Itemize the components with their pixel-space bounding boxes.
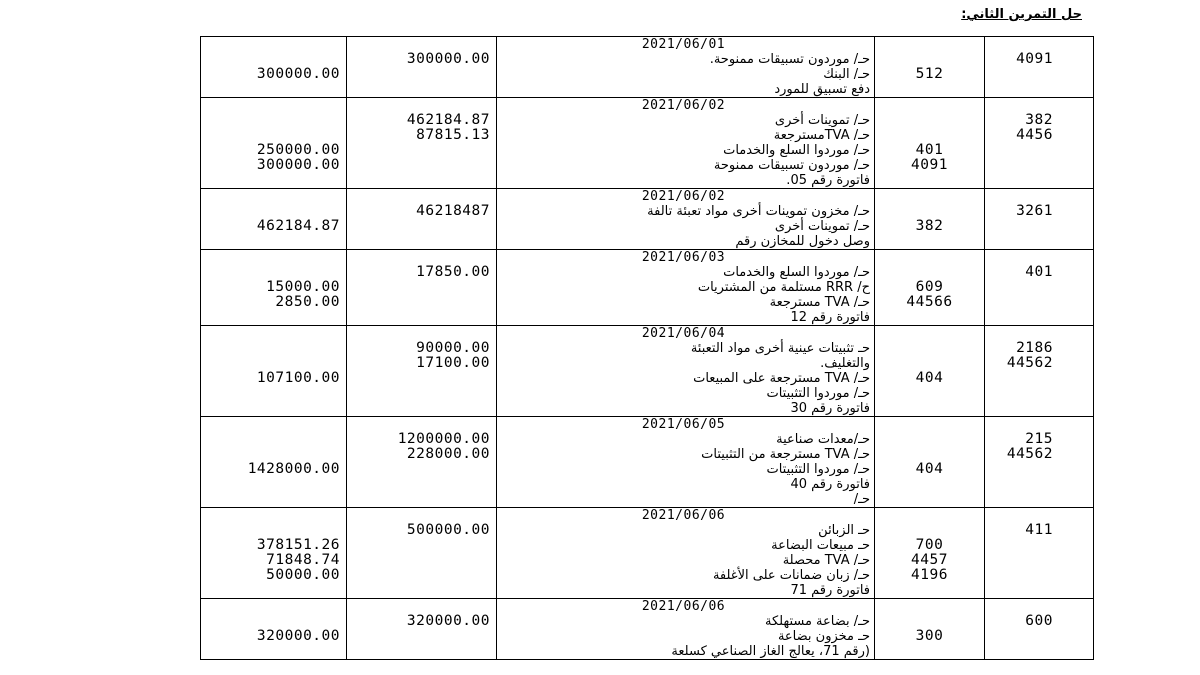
debit-amount: 46218487 <box>416 203 490 219</box>
credit-amount-cell <box>201 98 347 189</box>
debit-amount: 87815.13 <box>416 127 490 143</box>
entry-line: حـ/ TVA مسترجعة <box>769 295 870 310</box>
credit-account-cell <box>875 98 985 189</box>
entry-date: 2021/06/06 <box>641 599 726 614</box>
entry-description-cell <box>497 250 875 326</box>
journal-entry-row <box>201 508 1094 599</box>
credit-account <box>875 128 984 143</box>
credit-account: 300 <box>915 628 944 644</box>
credit-account <box>875 265 984 280</box>
spacer <box>875 189 984 204</box>
credit-amount: 107100.00 <box>256 370 340 386</box>
entry-line: حـ/ <box>853 492 870 507</box>
debit-account: 44562 <box>1006 446 1053 462</box>
spacer <box>201 417 340 432</box>
spacer <box>347 37 490 52</box>
credit-amount <box>201 356 340 371</box>
credit-account: 609 <box>915 279 944 295</box>
credit-account <box>875 52 984 67</box>
spacer <box>347 599 490 614</box>
credit-amount <box>201 204 340 219</box>
debit-account: 411 <box>1025 522 1053 538</box>
debit-account-cell <box>985 508 1094 599</box>
debit-account: 382 <box>1025 112 1053 128</box>
entry-line: حـ/ TVA محصلة <box>782 553 870 568</box>
credit-amount <box>201 614 340 629</box>
spacer <box>875 98 984 113</box>
entry-line: حـ/ تموينات أخرى <box>774 113 870 128</box>
credit-account <box>875 204 984 219</box>
debit-amount: 228000.00 <box>406 446 490 462</box>
entry-line: حـ/ موردوا السلع والخدمات <box>723 143 870 158</box>
debit-account-cell <box>985 189 1094 250</box>
debit-account: 401 <box>1025 264 1053 280</box>
credit-account <box>875 341 984 356</box>
credit-amount-cell <box>201 37 347 98</box>
debit-account-cell <box>985 599 1094 660</box>
spacer <box>347 189 490 204</box>
journal-entry-row <box>201 417 1094 508</box>
entry-line: حـ/ زبان ضمانات على الأغلفة <box>712 568 870 583</box>
credit-account <box>875 447 984 462</box>
debit-amount-cell <box>347 189 497 250</box>
entry-line: حـ/ تموينات أخرى <box>774 219 870 234</box>
debit-account: 44562 <box>1006 355 1053 371</box>
entry-line: حـ تثبيتات عينية أخرى مواد التعبئة <box>690 341 870 356</box>
credit-account-cell <box>875 189 985 250</box>
credit-amount: 462184.87 <box>256 218 340 234</box>
debit-amount: 17100.00 <box>416 355 490 371</box>
debit-amount-cell <box>347 508 497 599</box>
entry-line: حـ/ موردون تسبيقات ممنوحة <box>713 158 870 173</box>
spacer <box>985 98 1053 113</box>
credit-amount: 320000.00 <box>256 628 340 644</box>
journal-entry-row <box>201 250 1094 326</box>
credit-account <box>875 432 984 447</box>
entry-date: 2021/06/04 <box>641 326 726 341</box>
spacer <box>347 250 490 265</box>
credit-account: 44566 <box>906 294 953 310</box>
entry-description-cell <box>497 189 875 250</box>
debit-account: 4456 <box>1016 127 1053 143</box>
entry-line: حـ الزبائن <box>818 523 870 538</box>
entry-line: حـ/ TVAمسترجعة <box>773 128 870 143</box>
credit-amount-cell <box>201 417 347 508</box>
entry-description-cell <box>497 326 875 417</box>
entry-line: فاتورة رقم 05. <box>786 173 870 188</box>
entry-line: حـ/ موردوا التثبيتات <box>766 386 870 401</box>
credit-account <box>875 523 984 538</box>
spacer <box>985 417 1053 432</box>
credit-amount <box>201 52 340 67</box>
debit-amount: 462184.87 <box>406 112 490 128</box>
credit-amount-cell <box>201 250 347 326</box>
credit-account-cell <box>875 326 985 417</box>
spacer <box>201 508 340 523</box>
spacer <box>985 599 1053 614</box>
credit-amount-cell <box>201 508 347 599</box>
credit-account: 401 <box>915 142 944 158</box>
debit-account-cell <box>985 37 1094 98</box>
credit-amount <box>201 128 340 143</box>
spacer <box>985 326 1053 341</box>
credit-account <box>875 614 984 629</box>
entry-date: 2021/06/02 <box>641 98 726 113</box>
journal-entry-row <box>201 326 1094 417</box>
credit-account-cell <box>875 508 985 599</box>
credit-account: 404 <box>915 461 944 477</box>
credit-account: 700 <box>915 537 944 553</box>
journal-entry-row <box>201 37 1094 98</box>
entry-line: حـ/معدات صناعية <box>776 432 870 447</box>
debit-account: 2186 <box>1016 340 1053 356</box>
entry-line: فاتورة رقم 12 <box>790 310 870 325</box>
spacer <box>201 189 340 204</box>
entry-line: وصل دخول للمخازن رقم <box>735 234 870 249</box>
spacer <box>201 250 340 265</box>
credit-amount: 2850.00 <box>275 294 340 310</box>
debit-account: 3261 <box>1016 203 1053 219</box>
spacer <box>985 189 1053 204</box>
spacer <box>985 508 1053 523</box>
spacer <box>201 37 340 52</box>
debit-amount: 500000.00 <box>406 522 490 538</box>
entry-date: 2021/06/01 <box>641 37 726 52</box>
entry-date: 2021/06/02 <box>641 189 726 204</box>
entry-line: والتغليف. <box>820 356 870 371</box>
entry-line: فاتورة رقم 71 <box>790 583 870 598</box>
entry-description-cell <box>497 417 875 508</box>
journal-entry-row <box>201 189 1094 250</box>
credit-account: 404 <box>915 370 944 386</box>
journal-entry-row <box>201 98 1094 189</box>
entry-date: 2021/06/06 <box>641 508 726 523</box>
spacer <box>347 417 490 432</box>
credit-amount: 15000.00 <box>266 279 340 295</box>
spacer <box>347 98 490 113</box>
entry-line: دفع تسبيق للمورد <box>774 82 870 97</box>
debit-account: 600 <box>1025 613 1053 629</box>
spacer <box>875 250 984 265</box>
entry-description-cell <box>497 508 875 599</box>
entry-description-cell <box>497 599 875 660</box>
debit-amount-cell <box>347 599 497 660</box>
credit-amount <box>201 113 340 128</box>
debit-amount: 320000.00 <box>406 613 490 629</box>
credit-amount-cell <box>201 599 347 660</box>
debit-account-cell <box>985 250 1094 326</box>
debit-amount-cell <box>347 98 497 189</box>
entry-date: 2021/06/05 <box>641 417 726 432</box>
credit-account: 4091 <box>911 157 948 173</box>
entry-description-cell <box>497 37 875 98</box>
credit-amount <box>201 447 340 462</box>
credit-amount <box>201 432 340 447</box>
spacer <box>875 417 984 432</box>
spacer <box>875 37 984 52</box>
credit-amount <box>201 523 340 538</box>
credit-amount <box>201 341 340 356</box>
spacer <box>201 326 340 341</box>
entry-line: حـ/ البنك <box>823 67 870 82</box>
credit-amount-cell <box>201 189 347 250</box>
journal-entry-row <box>201 599 1094 660</box>
spacer <box>875 326 984 341</box>
spacer <box>201 98 340 113</box>
credit-account: 382 <box>915 218 944 234</box>
entry-line: حـ مخزون بضاعة <box>777 629 870 644</box>
credit-account: 4457 <box>911 552 948 568</box>
entry-line: حـ/ موردوا السلع والخدمات <box>723 265 870 280</box>
credit-account-cell <box>875 417 985 508</box>
debit-amount-cell <box>347 326 497 417</box>
debit-amount-cell <box>347 417 497 508</box>
page-title: حل التمرين الثاني: <box>961 7 1082 22</box>
credit-amount: 1428000.00 <box>247 461 340 477</box>
credit-account: 4196 <box>911 567 948 583</box>
credit-account <box>875 113 984 128</box>
entry-date: 2021/06/03 <box>641 250 726 265</box>
credit-amount: 250000.00 <box>256 142 340 158</box>
spacer <box>347 326 490 341</box>
debit-amount-cell <box>347 250 497 326</box>
entry-line: حـ/ بضاعة مستهلكة <box>765 614 870 629</box>
entry-line: فاتورة رقم 30 <box>790 401 870 416</box>
debit-amount: 17850.00 <box>416 264 490 280</box>
credit-amount <box>201 265 340 280</box>
credit-amount: 300000.00 <box>256 157 340 173</box>
entry-line: حـ/ موردون تسبيقات ممنوحة. <box>709 52 870 67</box>
debit-account-cell <box>985 326 1094 417</box>
debit-account: 4091 <box>1016 51 1053 67</box>
journal-table <box>200 36 1094 660</box>
credit-amount-cell <box>201 326 347 417</box>
credit-amount: 50000.00 <box>266 567 340 583</box>
credit-account: 512 <box>915 66 944 82</box>
entry-line: حـ/ TVA مسترجعة من التثبيتات <box>701 447 870 462</box>
spacer <box>875 599 984 614</box>
spacer <box>201 599 340 614</box>
debit-account: 215 <box>1025 431 1053 447</box>
entry-line: حـ مبيعات البضاعة <box>771 538 870 553</box>
credit-account-cell <box>875 37 985 98</box>
debit-account-cell <box>985 417 1094 508</box>
entry-line: حـ/ TVA مسترجعة على المبيعات <box>693 371 870 386</box>
credit-amount: 300000.00 <box>256 66 340 82</box>
credit-account-cell <box>875 250 985 326</box>
spacer <box>985 37 1053 52</box>
entry-line: حـ/ موردوا التثبيتات <box>766 462 870 477</box>
entry-line: فاتورة رقم 40 <box>790 477 870 492</box>
debit-account-cell <box>985 98 1094 189</box>
spacer <box>875 508 984 523</box>
credit-account <box>875 356 984 371</box>
entry-description-cell <box>497 98 875 189</box>
debit-amount: 1200000.00 <box>397 431 490 447</box>
debit-amount: 300000.00 <box>406 51 490 67</box>
debit-amount: 90000.00 <box>416 340 490 356</box>
credit-account-cell <box>875 599 985 660</box>
spacer <box>985 250 1053 265</box>
entry-line: (رقم 71، يعالج الغاز الصناعي كسلعة <box>671 644 870 659</box>
credit-amount: 378151.26 <box>256 537 340 553</box>
entry-line: حـ/ مخزون تموينات أخرى مواد تعبئة تالفة <box>647 204 870 219</box>
spacer <box>347 508 490 523</box>
debit-amount-cell <box>347 37 497 98</box>
entry-line: ح/ RRR مستلمة من المشتريات <box>697 280 870 295</box>
credit-amount: 71848.74 <box>266 552 340 568</box>
